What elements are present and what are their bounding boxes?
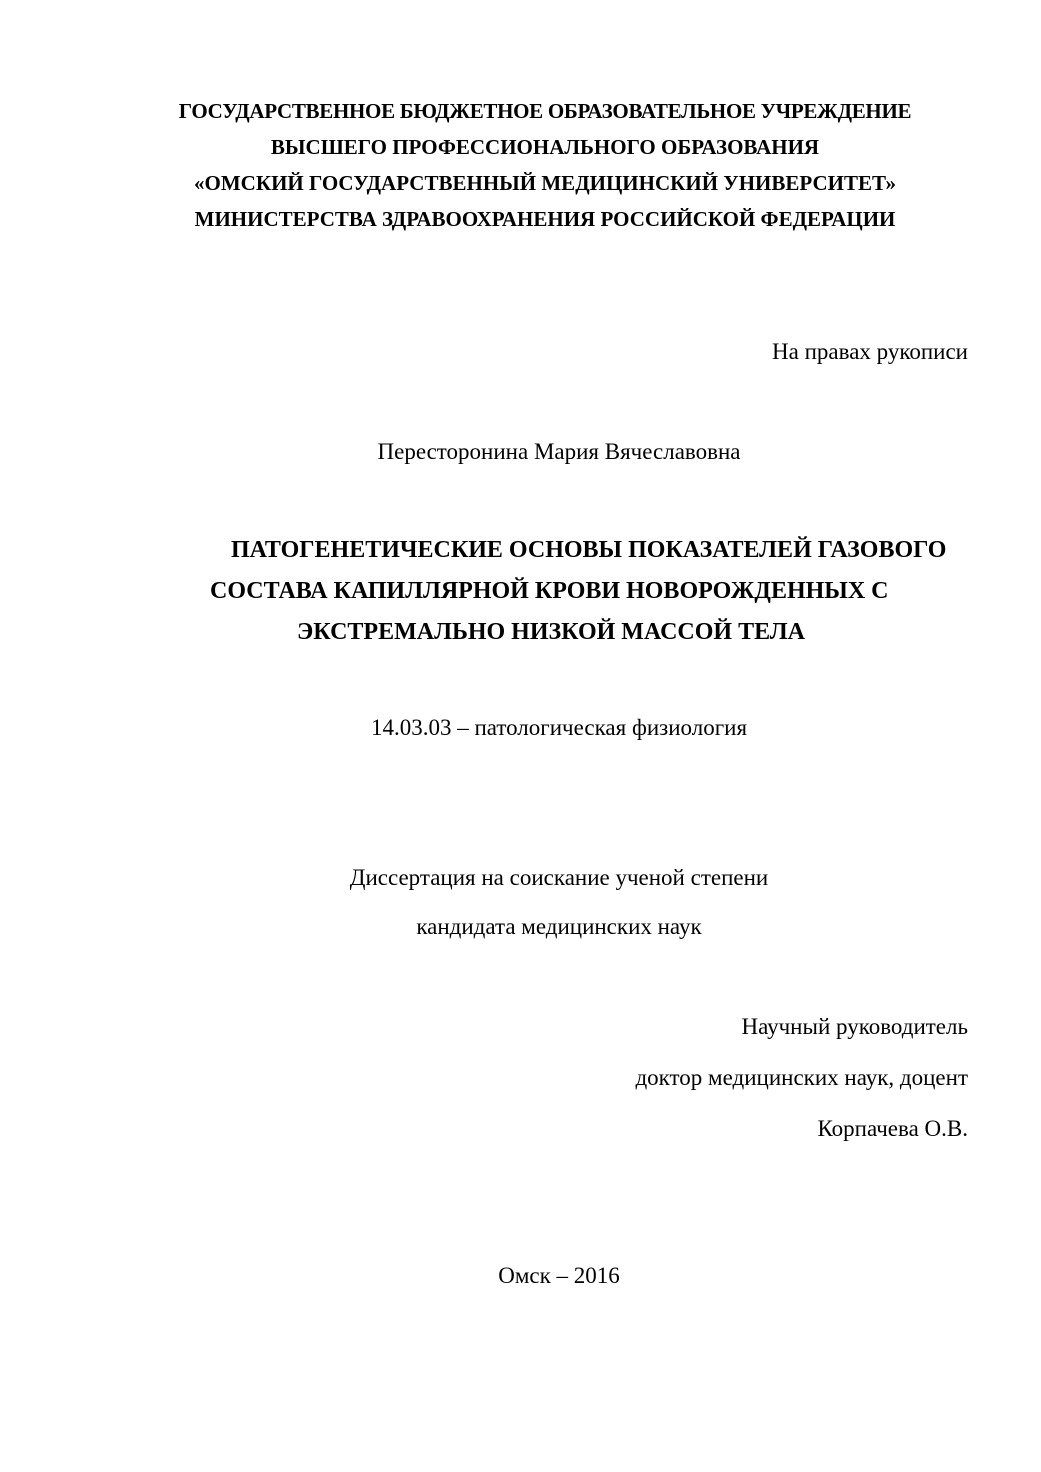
specialty-code: 14.03.03 – патологическая физиология (370, 715, 748, 740)
degree-line-1: Диссертация на соискание ученой степени (349, 865, 769, 890)
author-name: Пересторонина Мария Вячеславовна (377, 439, 741, 464)
thesis-title-line-2: СОСТАВА КАПИЛЛЯРНОЙ КРОВИ НОВОРОЖДЕННЫХ С (210, 578, 889, 604)
manuscript-note: На правах рукописи (772, 339, 968, 364)
degree-line-2: кандидата медицинских наук (416, 914, 702, 939)
supervisor-credentials: доктор медицинских наук, доцент (635, 1065, 968, 1090)
institution-line-4: МИНИСТЕРСТВА ЗДРАВООХРАНЕНИЯ РОССИЙСКОЙ ФЕДЕРАЦИИ (194, 207, 896, 231)
thesis-title-line-1: ПАТОГЕНЕТИЧЕСКИЕ ОСНОВЫ ПОКАЗАТЕЛЕЙ ГАЗОВОГО (231, 537, 947, 563)
institution-line-2: ВЫСШЕГО ПРОФЕССИОНАЛЬНОГО ОБРАЗОВАНИЯ (270, 135, 820, 159)
thesis-title-line-3: ЭКСТРЕМАЛЬНО НИЗКОЙ МАССОЙ ТЕЛА (297, 619, 806, 645)
city-year: Омск – 2016 (498, 1263, 620, 1288)
institution-line-1: ГОСУДАРСТВЕННОЕ БЮДЖЕТНОЕ ОБРАЗОВАТЕЛЬНОЕ УЧРЕЖДЕНИЕ (178, 99, 912, 123)
institution-line-3: «ОМСКИЙ ГОСУДАРСТВЕННЫЙ МЕДИЦИНСКИЙ УНИВЕРСИТЕТ» (194, 171, 896, 195)
supervisor-name: Корпачева О.В. (817, 1116, 968, 1141)
supervisor-role: Научный руководитель (741, 1014, 968, 1039)
